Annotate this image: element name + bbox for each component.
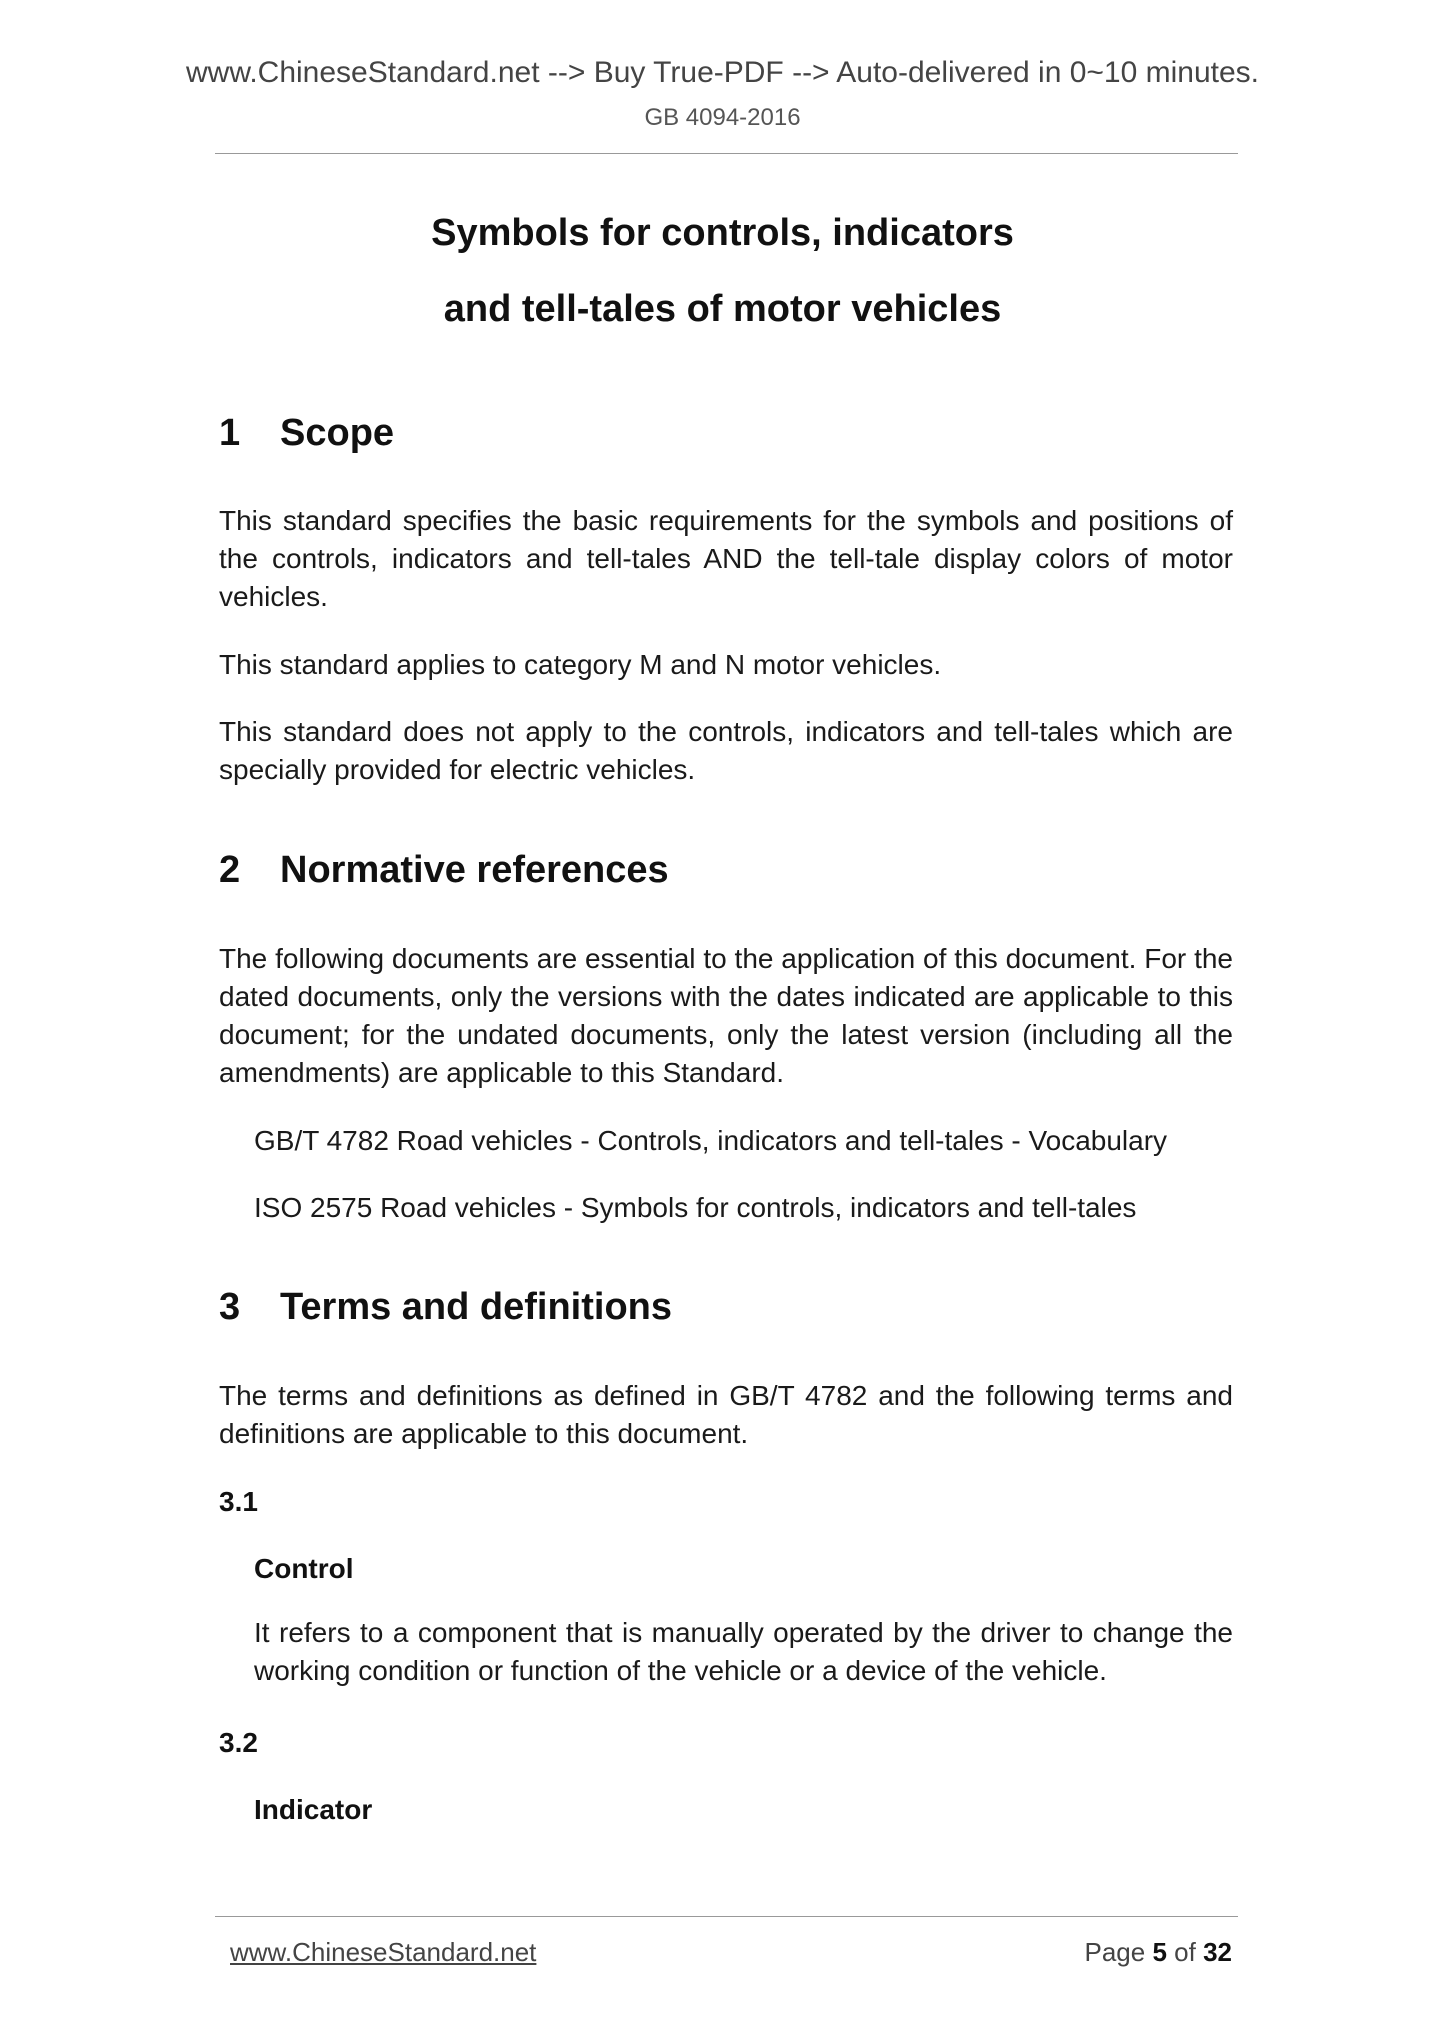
- page-current: 5: [1152, 1937, 1167, 1967]
- header-doc-code: GB 4094-2016: [644, 104, 801, 131]
- term-definition: It refers to a component that is manually operated by the driver to change the working condition or function of the vehicle or a device of the vehicle.: [254, 1617, 1233, 1686]
- footer-divider: [215, 1916, 1238, 1917]
- paragraph: The terms and definitions as defined in GB/T 4782 and the following terms and definitions are applicable to this document.: [219, 1380, 1233, 1449]
- page-total: 32: [1203, 1937, 1232, 1967]
- document-title-line-1: Symbols for controls, indicators: [431, 212, 1014, 254]
- clause-number: 3.2: [219, 1727, 258, 1758]
- section-heading-normative-references: [219, 849, 669, 892]
- reference-item: GB/T 4782 Road vehicles - Controls, indicators and tell-tales - Vocabulary: [254, 1125, 1168, 1156]
- page-indicator: [1084, 1937, 1232, 1968]
- footer-site-link[interactable]: www.ChineseStandard.net: [230, 1937, 537, 1967]
- paragraph: This standard specifies the basic requirements for the symbols and positions of the controls, indicators and tell-tales AND the tell-tale display colors of motor vehicles.: [219, 505, 1233, 612]
- paragraph: This standard does not apply to the controls, indicators and tell-tales which are specially provided for electric vehicles.: [219, 716, 1233, 785]
- page-of: of: [1174, 1937, 1196, 1967]
- term-name: Indicator: [254, 1794, 373, 1825]
- header-banner: www.ChineseStandard.net --> Buy True-PDF --> Auto-delivered in 0~10 minutes.: [185, 56, 1260, 89]
- paragraph: This standard applies to category M and N motor vehicles.: [219, 649, 942, 680]
- clause-number: 3.1: [219, 1486, 258, 1517]
- header-divider: [215, 153, 1238, 154]
- section-title: Scope: [280, 412, 395, 454]
- section-number: 3: [219, 1286, 241, 1328]
- section-heading-scope: [219, 412, 394, 455]
- document-title-line-2: and tell-tales of motor vehicles: [443, 288, 1002, 330]
- page-prefix: Page: [1084, 1937, 1146, 1967]
- section-number: 1: [219, 412, 241, 454]
- reference-item: ISO 2575 Road vehicles - Symbols for controls, indicators and tell-tales: [254, 1192, 1137, 1223]
- paragraph: The following documents are essential to the application of this document. For the dated documents, only the versions with the dates indicated are applicable to this document; for the undated documents, only the latest version (including all the amendments) are applicable to this Standard.: [219, 943, 1233, 1088]
- section-number: 2: [219, 849, 241, 891]
- section-heading-terms-and-definitions: [219, 1286, 672, 1329]
- term-name: Control: [254, 1553, 354, 1584]
- section-title: Normative references: [280, 849, 669, 891]
- section-title: Terms and definitions: [280, 1286, 673, 1328]
